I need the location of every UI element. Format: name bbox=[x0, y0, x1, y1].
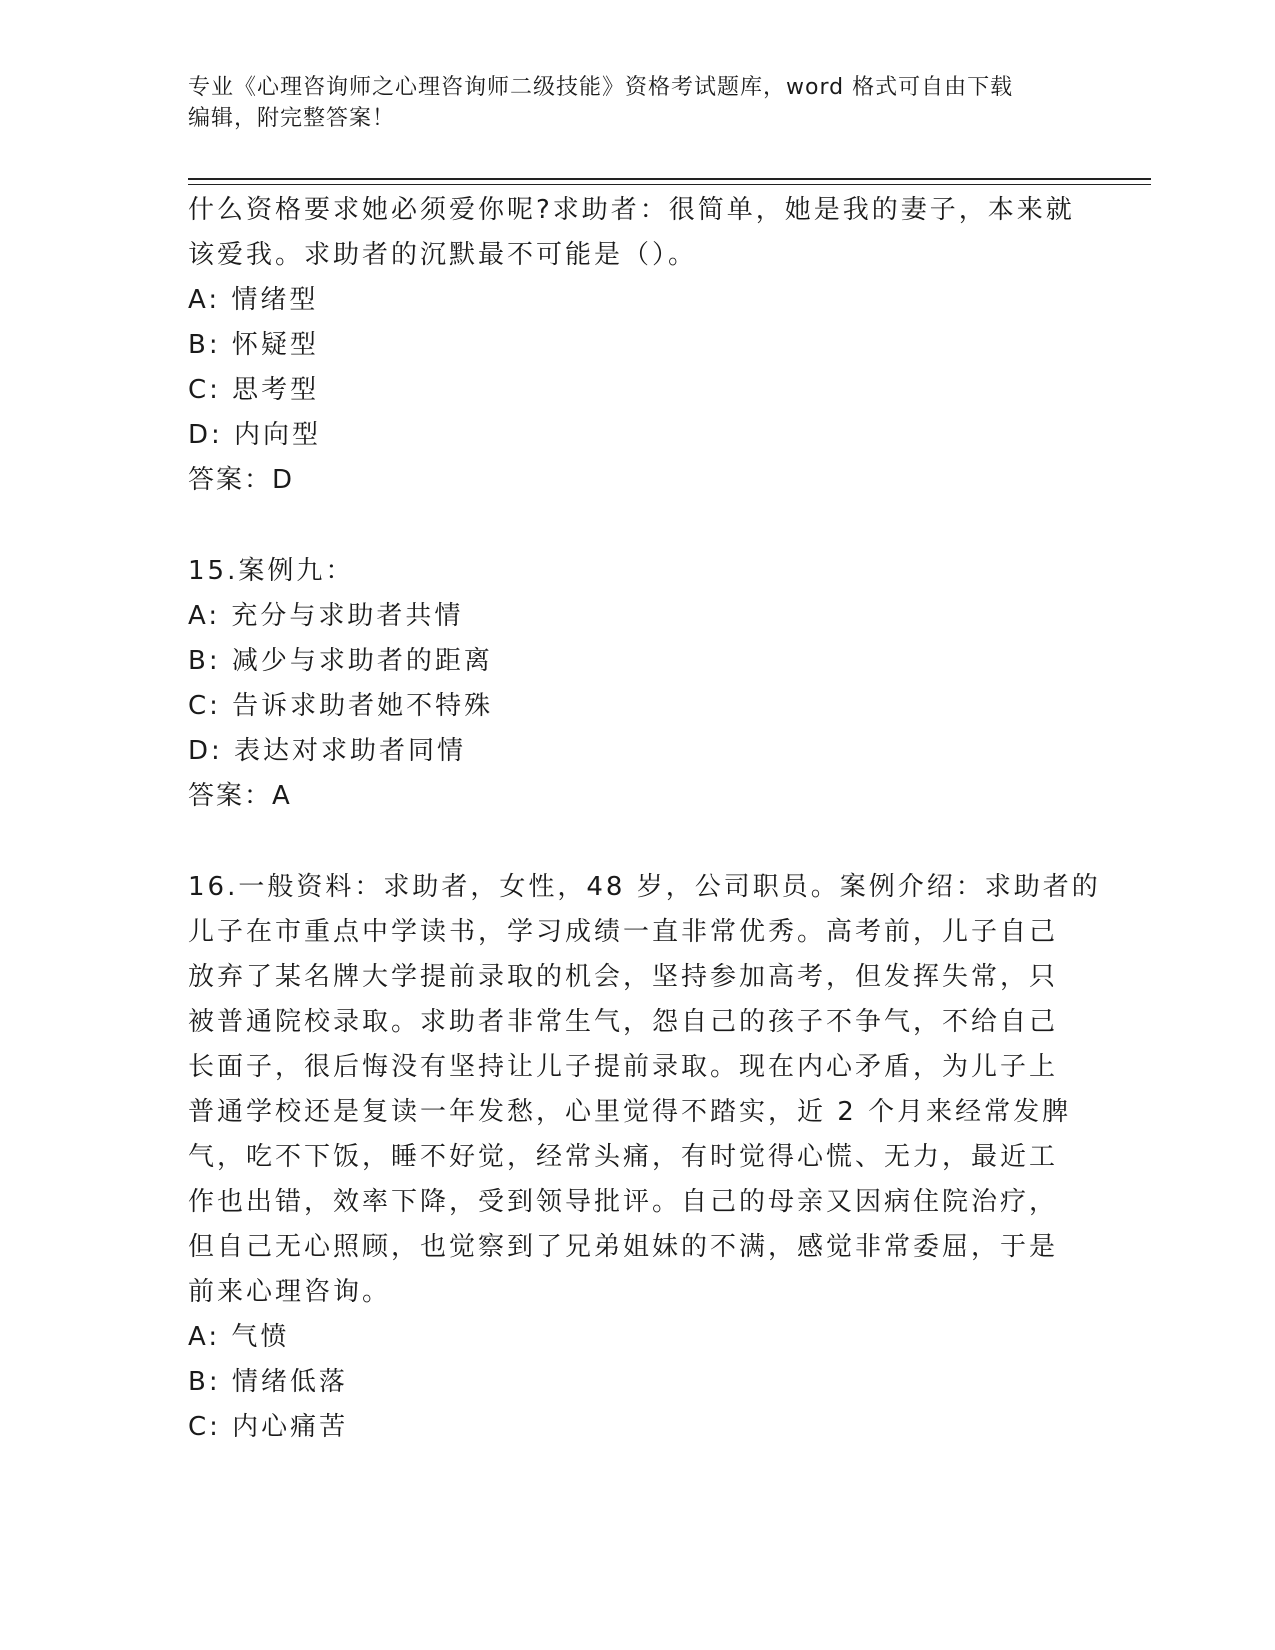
option-d: D: 内向型 bbox=[188, 420, 322, 450]
question-stem-line: 15.案例九： bbox=[188, 556, 355, 586]
option-b: B: 怀疑型 bbox=[188, 330, 319, 360]
option-a: A: 充分与求助者共情 bbox=[188, 601, 464, 631]
option-a: A: 情绪型 bbox=[188, 285, 319, 315]
question-stem-line: 普通学校还是复读一年发愁，心里觉得不踏实，近 2 个月来经常发脾 bbox=[188, 1097, 1072, 1127]
document-header bbox=[188, 72, 1068, 134]
question-content bbox=[188, 188, 1101, 1450]
question-stem-line: 长面子，很后悔没有坚持让儿子提前录取。现在内心矛盾，为儿子上 bbox=[188, 1052, 1059, 1082]
option-d: D: 表达对求助者同情 bbox=[188, 736, 467, 766]
header-title-line-1: 专业《心理咨询师之心理咨询师二级技能》资格考试题库，word 格式可自由下载 bbox=[188, 75, 1014, 100]
spacer bbox=[188, 503, 1088, 549]
option-b: B: 情绪低落 bbox=[188, 1367, 348, 1397]
question-stem-line: 但自己无心照顾，也觉察到了兄弟姐妹的不满，感觉非常委屈，于是 bbox=[188, 1232, 1059, 1262]
header-divider-thin bbox=[188, 184, 1151, 185]
question-stem-line: 16.一般资料：求助者，女性，48 岁，公司职员。案例介绍：求助者的 bbox=[188, 872, 1101, 902]
spacer bbox=[188, 819, 1088, 865]
question-14 bbox=[188, 188, 1088, 503]
question-stem-line: 该爱我。求助者的沉默最不可能是（）。 bbox=[188, 240, 698, 270]
question-stem-line: 放弃了某名牌大学提前录取的机会，坚持参加高考，但发挥失常，只 bbox=[188, 962, 1059, 992]
header-divider-thick bbox=[188, 178, 1151, 180]
header-title-line-2: 编辑，附完整答案！ bbox=[188, 106, 396, 131]
question-stem-line: 前来心理咨询。 bbox=[188, 1277, 392, 1307]
question-stem-line: 什么资格要求她必须爱你呢?求助者：很简单，她是我的妻子，本来就 bbox=[188, 195, 1075, 225]
option-c: C: 内心痛苦 bbox=[188, 1412, 349, 1442]
question-15 bbox=[188, 549, 1088, 819]
answer-label: 答案：A bbox=[188, 781, 292, 811]
question-stem-line: 儿子在市重点中学读书，学习成绩一直非常优秀。高考前，儿子自己 bbox=[188, 917, 1059, 947]
question-16 bbox=[188, 865, 1101, 1450]
question-stem-line: 被普通院校录取。求助者非常生气，怨自己的孩子不争气，不给自己 bbox=[188, 1007, 1059, 1037]
answer-label: 答案：D bbox=[188, 465, 295, 495]
option-c: C: 思考型 bbox=[188, 375, 320, 405]
option-b: B: 减少与求助者的距离 bbox=[188, 646, 493, 676]
option-a: A: 气愤 bbox=[188, 1322, 290, 1352]
option-c: C: 告诉求助者她不特殊 bbox=[188, 691, 494, 721]
question-stem-line: 气，吃不下饭，睡不好觉，经常头痛，有时觉得心慌、无力，最近工 bbox=[188, 1142, 1059, 1172]
question-stem-line: 作也出错，效率下降，受到领导批评。自己的母亲又因病住院治疗， bbox=[188, 1187, 1059, 1217]
